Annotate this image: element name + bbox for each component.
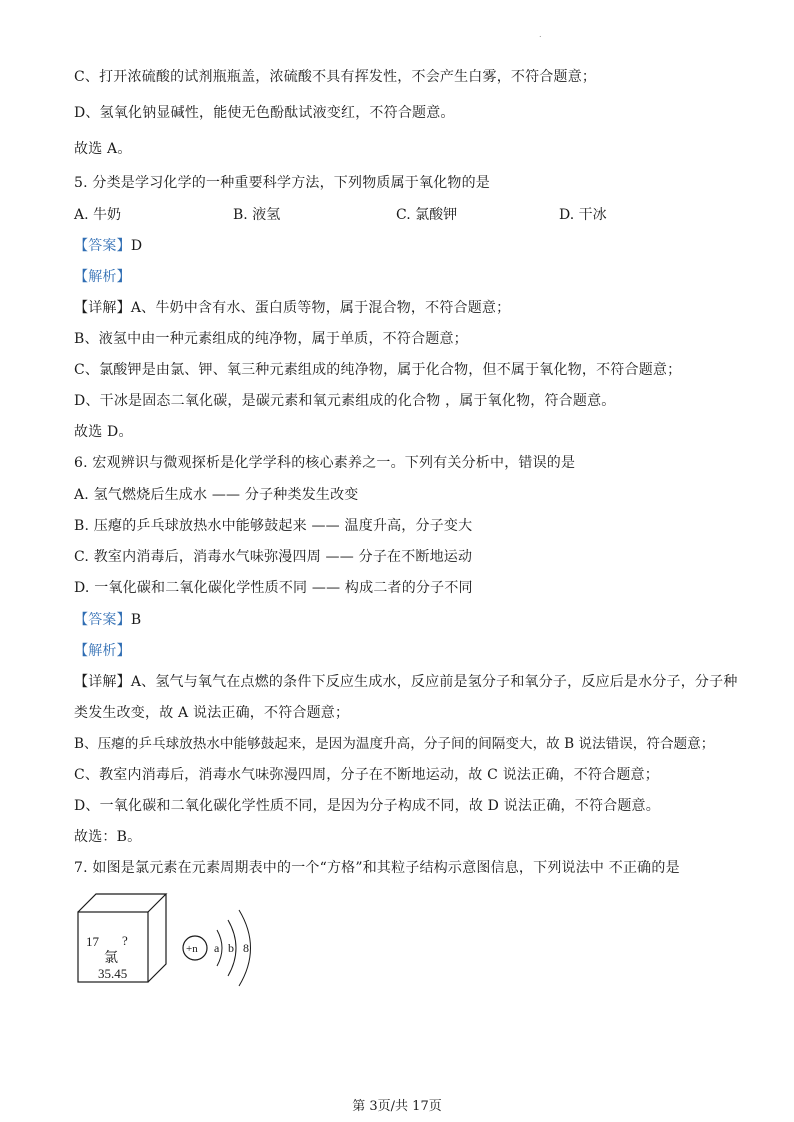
q6-detail-b: B、压瘪的乒乓球放热水中能够鼓起来，是因为温度升高，分子间的间隔变大，故 B 说法错误，符合题意； xyxy=(74,736,715,752)
atom-structure xyxy=(183,910,251,986)
shell-a-label: a xyxy=(214,941,220,955)
detail-text: A、氢气与氧气在点燃的条件下反应生成水，反应前是氢分子和氧分子，反应后是水分子，分子种 xyxy=(130,674,738,690)
analysis-tag: 【解析】 xyxy=(74,643,131,659)
q5-option-c: C. 氯酸钾 xyxy=(396,207,458,223)
q5-option-d: D. 干冰 xyxy=(559,207,607,223)
q5-option-a: A. 牛奶 xyxy=(74,207,122,223)
page-dot: . xyxy=(539,30,542,39)
q6-detail-a2: 类发生改变，故 A 说法正确，不符合题意； xyxy=(74,705,350,721)
q5-detail-c: C、氯酸钾是由氯、钾、氧三种元素组成的纯净物，属于化合物，但不属于氧化物，不符合题意； xyxy=(74,362,682,378)
q6-detail-c: C、教室内消毒后，消毒水气味弥漫四周，分子在不断地运动，故 C 说法正确，不符合题意； xyxy=(74,767,659,783)
detail-text: A、牛奶中含有水、蛋白质等物，属于混合物，不符合题意； xyxy=(130,300,511,316)
q6-option-c: C. 教室内消毒后，消毒水气味弥漫四周 —— 分子在不断地运动 xyxy=(74,549,473,565)
answer-tag: 【答案】 xyxy=(74,612,131,628)
q5-detail-b: B、液氢中由一种元素组成的纯净物，属于单质，不符合题意； xyxy=(74,331,468,347)
text-line: C、打开浓硫酸的试剂瓶瓶盖，浓硫酸不具有挥发性，不会产生白雾，不符合题意； xyxy=(74,69,597,85)
detail-tag: 【详解】 xyxy=(74,674,131,690)
q6-analysis-heading xyxy=(74,642,131,660)
answer-value: D xyxy=(130,238,143,254)
detail-tag: 【详解】 xyxy=(74,300,131,316)
text-line: 故选 A。 xyxy=(74,141,132,157)
q6-conclusion: 故选：B。 xyxy=(74,829,142,845)
q6-option-a: A. 氢气燃烧后生成水 —— 分子种类发生改变 xyxy=(74,487,359,503)
q5-conclusion: 故选 D。 xyxy=(74,424,133,440)
q6-detail-d: D、一氧化碳和二氧化碳化学性质不同，是因为分子构成不同，故 D 说法正确，不符合题意。 xyxy=(74,798,660,814)
answer-tag: 【答案】 xyxy=(74,238,131,254)
nucleus-label: +n xyxy=(186,943,198,955)
q6-option-b: B. 压瘪的乒乓球放热水中能够鼓起来 —— 温度升高，分子变大 xyxy=(74,518,473,534)
text-line: D、氢氧化钠显碱性，能使无色酚酞试液变红，不符合题意。 xyxy=(74,105,455,121)
element-name: 氯 xyxy=(104,950,118,966)
q5-option-b: B. 液氢 xyxy=(233,207,281,223)
shell-c-label: 8 xyxy=(243,941,249,955)
question-5: 5. 分类是学习化学的一种重要科学方法，下列物质属于氧化物的是 xyxy=(74,175,491,191)
question-7: 7. 如图是氯元素在元素周期表中的一个“方格”和其粒子结构示意图信息，下列说法中 不正确的是 xyxy=(74,860,680,876)
chlorine-figure xyxy=(74,888,274,988)
atomic-mass: 35.45 xyxy=(98,966,128,981)
page-footer: 第 3页/共 17页 xyxy=(352,1099,442,1114)
atomic-number: 17 xyxy=(86,934,99,949)
shell-b-label: b xyxy=(228,941,234,955)
question-6: 6. 宏观辨识与微观探析是化学学科的核心素养之一。下列有关分析中，错误的是 xyxy=(74,455,576,471)
q6-answer xyxy=(74,611,141,629)
q5-detail-a xyxy=(74,299,510,317)
q5-analysis-heading xyxy=(74,268,131,286)
q6-detail-a1 xyxy=(74,673,738,691)
analysis-tag: 【解析】 xyxy=(74,269,131,285)
q5-detail-d: D、干冰是固态二氧化碳，是碳元素和氧元素组成的化合物 ，属于氧化物，符合题意。 xyxy=(74,393,616,409)
q5-answer xyxy=(74,237,142,255)
answer-value: B xyxy=(130,612,142,628)
q6-option-d: D. 一氧化碳和二氧化碳化学性质不同 —— 构成二者的分子不同 xyxy=(74,580,473,596)
unknown-symbol: ? xyxy=(122,933,128,948)
